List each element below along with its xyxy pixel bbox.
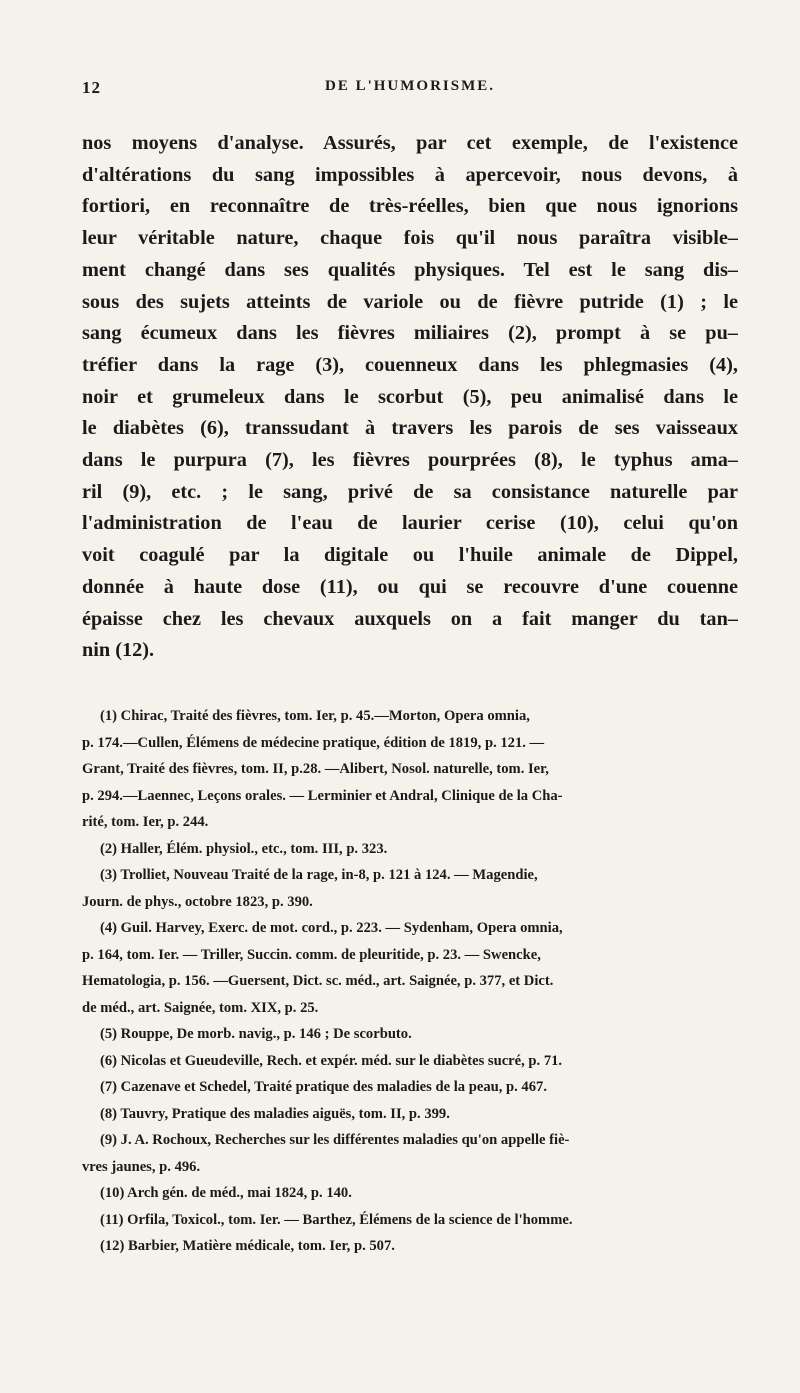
body-line: ment changé dans ses qualités physiques. Tel est le sang dis–: [82, 258, 738, 281]
body-line: sous des sujets atteints de variole ou de fièvre putride (1) ; le: [82, 290, 738, 313]
body-line: tréfier dans la rage (3), couenneux dans les phlegmasies (4),: [82, 353, 738, 376]
footnotes: [82, 703, 738, 1260]
footnote-line: (3) Trolliet, Nouveau Traité de la rage, in-8, p. 121 à 124. — Magendie,: [100, 867, 538, 883]
footnote-line: (7) Cazenave et Schedel, Traité pratique des maladies de la peau, p. 467.: [100, 1079, 547, 1095]
body-line: donnée à haute dose (11), ou qui se recouvre d'une couenne: [82, 575, 738, 598]
running-title: DE L'HUMORISME.: [324, 78, 495, 94]
footnote-line: (10) Arch gén. de méd., mai 1824, p. 140.: [100, 1185, 352, 1201]
body-line: voit coagulé par la digitale ou l'huile animale de Dippel,: [82, 544, 738, 567]
body-line: épaisse chez les chevaux auxquels on a fait manger du tan–: [82, 607, 738, 630]
body-line: sang écumeux dans les fièvres miliaires (2), prompt à se pu–: [82, 322, 738, 345]
footnote-line: p. 174.—Cullen, Élémens de médecine pratique, édition de 1819, p. 121. —: [82, 734, 545, 751]
body-line: nos moyens d'analyse. Assurés, par cet exemple, de l'existence: [82, 132, 738, 154]
page-number: 12: [82, 78, 101, 97]
footnote-line: Grant, Traité des fièvres, tom. II, p.28. —Alibert, Nosol. naturelle, tom. Ier,: [82, 761, 549, 777]
body-line: ril (9), etc. ; le sang, privé de sa consistance naturelle par: [82, 480, 738, 503]
footnote-line: p. 164, tom. Ier. — Triller, Succin. comm. de pleuritide, p. 23. — Swencke,: [82, 946, 541, 963]
footnote-line: (12) Barbier, Matière médicale, tom. Ier, p. 507.: [100, 1238, 395, 1254]
body-line: noir et grumeleux dans le scorbut (5), peu animalisé dans le: [82, 385, 738, 408]
page-header: [82, 78, 738, 104]
body-line: dans le purpura (7), les fièvres pourprées (8), le typhus ama–: [82, 449, 738, 472]
footnote-line: (6) Nicolas et Gueudeville, Rech. et expér. méd. sur le diabètes sucré, p. 71.: [100, 1052, 563, 1069]
footnote-line: (1) Chirac, Traité des fièvres, tom. Ier, p. 45.—Morton, Opera omnia,: [100, 708, 530, 724]
footnote-line: p. 294.—Laennec, Leçons orales. — Lerminier et Andral, Clinique de la Cha-: [82, 787, 563, 804]
footnote-line: Hematologia, p. 156. —Guersent, Dict. sc. méd., art. Saignée, p. 377, et Dict.: [82, 973, 554, 989]
footnote-line: (5) Rouppe, De morb. navig., p. 146 ; De scorbuto.: [100, 1026, 412, 1042]
footnote-line: (11) Orfila, Toxicol., tom. Ier. — Barthez, Élémens de la science de l'homme.: [100, 1211, 573, 1228]
footnote-line: Journ. de phys., octobre 1823, p. 390.: [82, 893, 313, 910]
body-line: nin (12).: [82, 639, 155, 662]
body-line: fortiori, en reconnaître de très-réelles, bien que nous ignorions: [82, 195, 738, 218]
footnote-line: (2) Haller, Élém. physiol., etc., tom. III, p. 323.: [100, 840, 388, 857]
body-line: l'administration de l'eau de laurier cerise (10), celui qu'on: [82, 512, 738, 535]
footnote-line: (4) Guil. Harvey, Exerc. de mot. cord., p. 223. — Sydenham, Opera omnia,: [100, 920, 563, 936]
footnote-line: rité, tom. Ier, p. 244.: [82, 814, 209, 830]
footnote-line: (9) J. A. Rochoux, Recherches sur les différentes maladies qu'on appelle fiè-: [100, 1132, 570, 1148]
body-paragraph: [82, 128, 738, 667]
body-line: le diabètes (6), transsudant à travers les parois de ses vaisseaux: [82, 417, 738, 440]
footnote-line: vres jaunes, p. 496.: [82, 1158, 201, 1175]
footnote-line: (8) Tauvry, Pratique des maladies aiguës, tom. II, p. 399.: [100, 1105, 450, 1122]
body-line: leur véritable nature, chaque fois qu'il nous paraîtra visible–: [82, 227, 738, 250]
footnote-line: de méd., art. Saignée, tom. XIX, p. 25.: [82, 999, 319, 1016]
body-line: d'altérations du sang impossibles à apercevoir, nous devons, à: [82, 163, 738, 186]
